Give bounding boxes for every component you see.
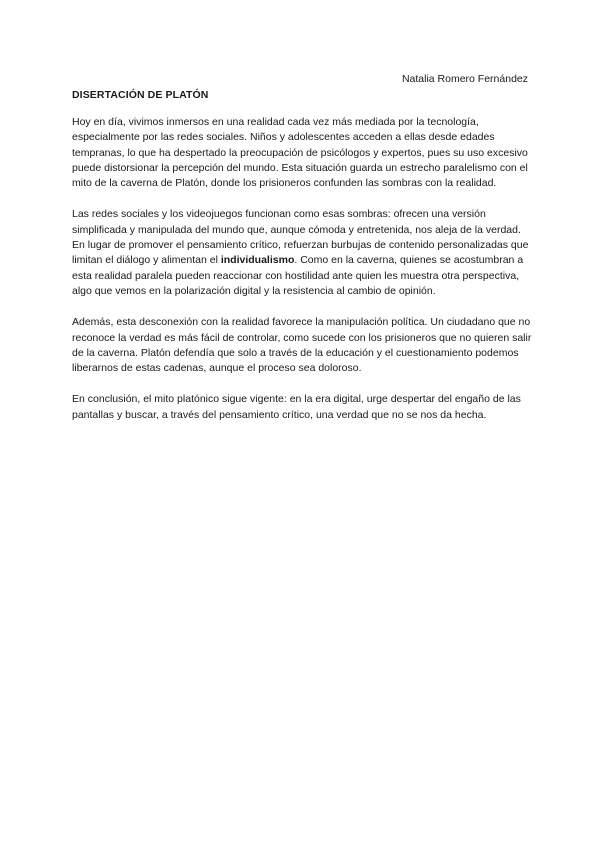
paragraph-conclusion: En conclusión, el mito platónico sigue vigente: en la era digital, urge despertar del engaño de las pantallas y buscar, a través del pensamiento crítico, una verdad que no se nos da hecha.	[72, 393, 521, 421]
paragraph-introduction: Hoy en día, vivimos inmersos en una realidad cada vez más mediada por la tecnología, especialmente por las redes sociales. Niños y adolescentes acceden a ellas desde edades tempranas, lo que ha despertado la preocupación de psicólogos y expertos, pues su uso excesivo puede distorsionar la percepción del mundo. Esta situación guarda un estrecho paralelismo con el mito de la caverna de Platón, donde los prisioneros confunden las sombras con la realidad.	[72, 116, 528, 190]
paragraph-text: Las redes sociales y los videojuegos funcionan como esas sombras: ofrecen una versión simplificada y manipulada del mundo que, aunque cómoda y entretenida, nos aleja de la verdad. En lugar de promover el pensamiento crítico, refuerzan burbujas de contenido personalizadas que limitan el diálogo y alimentan el	[72, 208, 529, 267]
paragraph-text: . Como en la caverna, quienes se acostumbran a esta realidad paralela pueden reaccionar con hostilidad ante quien les muestra otra perspectiva, algo que vemos en la polarización digital y la resistencia al cambio de opinión.	[72, 254, 524, 297]
paragraph-social-media-shadows	[72, 207, 532, 299]
document-body	[72, 88, 532, 439]
bold-keyword: individualismo	[220, 254, 295, 267]
document-title: DISERTACIÓN DE PLATÓN	[72, 89, 209, 101]
author-name: Natalia Romero Fernández	[401, 73, 528, 85]
paragraph-political-manipulation: Además, esta desconexión con la realidad favorece la manipulación política. Un ciudadano que no reconoce la verdad es más fácil de controlar, como sucede con los prisioneros que no quieren salir de la caverna. Platón defendía que solo a través de la educación y el cuestionamiento podemos liberarnos de estas cadenas, aunque el proceso sea doloroso.	[72, 316, 532, 375]
